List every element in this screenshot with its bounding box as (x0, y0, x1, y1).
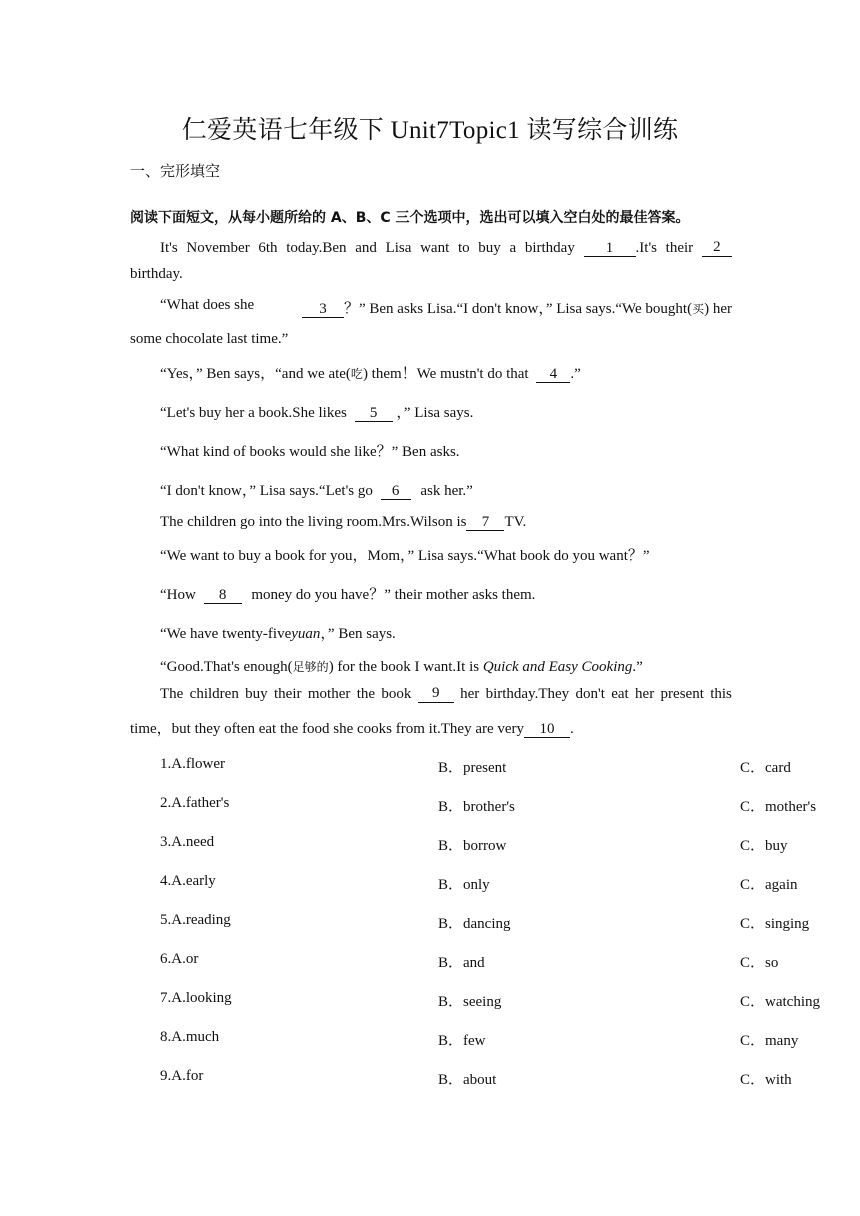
blank-10: 10 (524, 722, 570, 738)
passage-word: present (660, 686, 704, 702)
passage-cjk-gloss: 足够的 (292, 660, 329, 674)
option-a: 9.A.for (160, 1068, 204, 1084)
passage-text: “I don't know，” Lisa says.“Let's go (160, 483, 373, 499)
passage-word: eat (611, 686, 629, 702)
blank-4: 4 (536, 367, 570, 383)
option-a: 5.A.reading (160, 912, 231, 928)
book-title: Quick and Easy Cooking (482, 659, 633, 675)
passage-text: ？” Ben asks Lisa.“I don't know，” Lisa says.“We bought( (343, 301, 693, 317)
passage-italic: yuan (291, 626, 321, 642)
passage-line-14 (160, 686, 732, 703)
passage-word: their (274, 686, 302, 702)
passage-line-15 (130, 717, 732, 738)
passage-word: children (189, 686, 239, 702)
option-c: C．buy (740, 838, 788, 854)
option-b: B．present (438, 760, 507, 776)
passage-word: Lisa (385, 240, 412, 256)
passage-word: book (381, 686, 412, 702)
blank-5: 5 (355, 406, 393, 422)
blank-6: 6 (381, 484, 411, 500)
blank-9: 9 (418, 686, 454, 703)
passage-line-8 (160, 479, 732, 500)
passage-word: their (665, 240, 694, 256)
passage-line-6 (160, 401, 732, 422)
passage-word: her (460, 686, 480, 702)
passage-text: “Yes，” Ben says，“and we ate( (160, 366, 351, 382)
option-c: C．singing (740, 916, 810, 932)
passage-text: “We have twenty-five (160, 626, 292, 642)
option-c: C．card (740, 760, 791, 776)
passage-line-13 (160, 658, 732, 676)
option-c: C．many (740, 1033, 799, 1049)
option-b: B．about (438, 1072, 497, 1088)
option-a: 1.A.flower (160, 756, 225, 772)
passage-word: mother (307, 686, 351, 702)
blank-7: 7 (466, 515, 504, 531)
blank-3: 3 (302, 302, 344, 318)
passage-cjk-gloss: 买 (692, 302, 705, 316)
option-b: B．few (438, 1033, 486, 1049)
passage-text: time，but they often eat the food she cooks from it.They are very (130, 721, 525, 737)
passage-word: The (160, 686, 184, 702)
passage-word: don't (575, 686, 605, 702)
blank-8: 8 (204, 588, 242, 604)
page-title: 仁爱英语七年级下 Unit7Topic1 读写综合训练 (181, 117, 679, 144)
option-a: 3.A.need (160, 834, 215, 850)
passage-line-3 (160, 297, 732, 318)
passage-line-4: some chocolate last time.” (130, 331, 289, 347)
option-b: B．borrow (438, 838, 507, 854)
option-b: B．and (438, 955, 485, 971)
passage-text: ask her.” (420, 483, 473, 499)
passage-line-2: birthday. (130, 266, 183, 282)
passage-word: a (509, 240, 517, 256)
option-b: B．seeing (438, 994, 502, 1010)
passage-text: The children go into the living room.Mrs.Wilson is (160, 514, 467, 530)
passage-word: the (356, 686, 376, 702)
passage-word: and (355, 240, 377, 256)
passage-text: ) for the book I want.It is (328, 659, 480, 675)
passage-cjk-gloss: 吃 (350, 367, 363, 381)
passage-text: ，” Ben says. (320, 626, 396, 642)
passage-word: November (186, 240, 250, 256)
passage-word: this (710, 686, 732, 702)
passage-word: birthday.They (485, 686, 570, 702)
passage-text: .” (632, 659, 643, 675)
passage-line-5 (160, 362, 732, 383)
passage-text: “How (160, 587, 196, 603)
option-c: C．watching (740, 994, 820, 1010)
option-c: C．mother's (740, 799, 817, 815)
option-c: C．so (740, 955, 779, 971)
passage-word: buy (478, 240, 501, 256)
option-c: C．again (740, 877, 798, 893)
passage-line-10: “We want to buy a book for you，Mom，” Lisa says.“What book do you want？” (160, 548, 650, 564)
passage-word: It's (160, 240, 178, 256)
passage-word: 6th (258, 240, 278, 256)
passage-text: ) her (704, 301, 732, 317)
passage-text: “What does she (160, 297, 255, 313)
passage-text: TV. (504, 514, 527, 530)
passage-text: “Let's buy her a book.She likes (160, 405, 347, 421)
passage-text: . (570, 721, 574, 737)
passage-word: her (635, 686, 655, 702)
option-b: B．dancing (438, 916, 511, 932)
passage-word: want (420, 240, 450, 256)
passage-word: to (457, 240, 470, 256)
option-a: 4.A.early (160, 873, 216, 889)
passage-word: birthday (524, 240, 575, 256)
option-c: C．with (740, 1072, 792, 1088)
passage-line-1 (160, 240, 732, 257)
passage-word: .It's (635, 240, 657, 256)
option-a: 7.A.looking (160, 990, 232, 1006)
passage-line-7: “What kind of books would she like？” Ben asks. (160, 444, 460, 460)
passage-word: today.Ben (286, 240, 347, 256)
passage-line-9 (160, 514, 732, 531)
passage-text: .” (570, 366, 581, 382)
section-heading: 一、完形填空 (130, 162, 221, 180)
passage-text: “Good.That's enough( (160, 659, 293, 675)
passage-line-11 (160, 583, 732, 604)
passage-text: money do you have？” their mother asks them. (251, 587, 536, 603)
passage-text: ，” Lisa says. (396, 405, 474, 421)
passage-word: buy (245, 686, 268, 702)
option-a: 8.A.much (160, 1029, 220, 1045)
instruction-text: 阅读下面短文，从每小题所给的 A、B、C 三个选项中，选出可以填入空白处的最佳答案。 (130, 210, 690, 226)
blank-2: 2 (702, 240, 732, 257)
blank-1: 1 (584, 241, 636, 257)
option-a: 2.A.father's (160, 795, 230, 811)
option-b: B．brother's (438, 799, 515, 815)
passage-text: ) them！We mustn't do that (362, 366, 529, 382)
passage-line-12 (160, 622, 732, 643)
option-a: 6.A.or (160, 951, 199, 967)
option-b: B．only (438, 877, 490, 893)
